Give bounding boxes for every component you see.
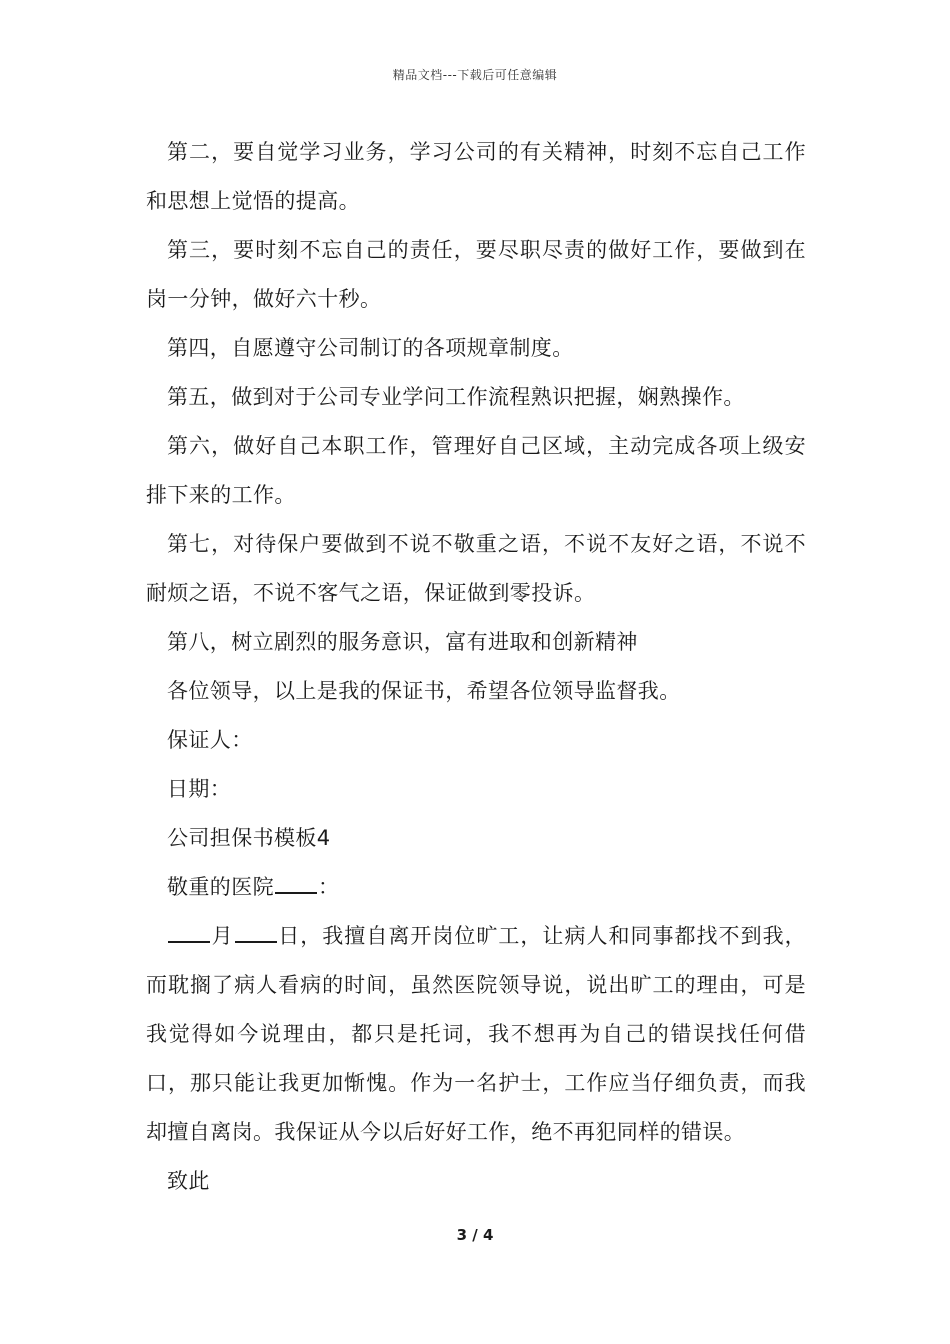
section-title: 公司担保书模板4 (167, 826, 331, 850)
paragraph-seventh: 第七，对待保户要做到不说不敬重之语，不说不友好之语，不说不耐烦之语，不说不客气之语，保证做到零投诉。 (146, 532, 806, 605)
blank-day (235, 919, 277, 943)
paragraph-fourth: 第四，自愿遵守公司制订的各项规章制度。 (167, 336, 574, 360)
guarantor-label: 保证人： (167, 728, 253, 752)
letter-closing: 致此 (167, 1169, 210, 1193)
salutation-colon: ： (318, 875, 340, 899)
letter-body (146, 912, 806, 1157)
paragraph-fifth: 第五，做到对于公司专业学问工作流程熟识把握，娴熟操作。 (167, 385, 745, 409)
blank-month (168, 919, 210, 943)
date-label: 日期： (167, 777, 232, 801)
paragraph-second: 第二，要自觉学习业务，学习公司的有关精神，时刻不忘自己工作和思想上觉悟的提高。 (146, 140, 806, 213)
paragraph-closing-request: 各位领导，以上是我的保证书，希望各位领导监督我。 (167, 679, 681, 703)
page-number: 3 / 4 (456, 1226, 494, 1244)
paragraph-third: 第三，要时刻不忘自己的责任，要尽职尽责的做好工作，要做到在岗一分钟，做好六十秒。 (146, 238, 806, 311)
letter-body-text: 日，我擅自离开岗位旷工，让病人和同事都找不到我，而耽搁了病人看病的时间，虽然医院领导说，说出旷工的理由，可是我觉得如今说理由，都只是托词，我不想再为自己的错误找任何借口，那只能让我更加惭愧。作为一名护士，工作应当仔细负责，而我却擅自离岗。我保证从今以后好好工作，绝不再犯同样的错误。 (146, 924, 806, 1144)
salutation-text: 敬重的医院 (167, 875, 274, 899)
salutation (146, 863, 806, 912)
paragraph-sixth: 第六，做好自己本职工作，管理好自己区域，主动完成各项上级安排下来的工作。 (146, 434, 806, 507)
document-body (146, 128, 806, 1206)
month-label: 月 (211, 924, 234, 948)
paragraph-eighth: 第八，树立剧烈的服务意识，富有进取和创新精神 (167, 630, 638, 654)
page-header: 精品文档---下载后可任意编辑 (392, 68, 558, 82)
blank-field (275, 870, 317, 894)
